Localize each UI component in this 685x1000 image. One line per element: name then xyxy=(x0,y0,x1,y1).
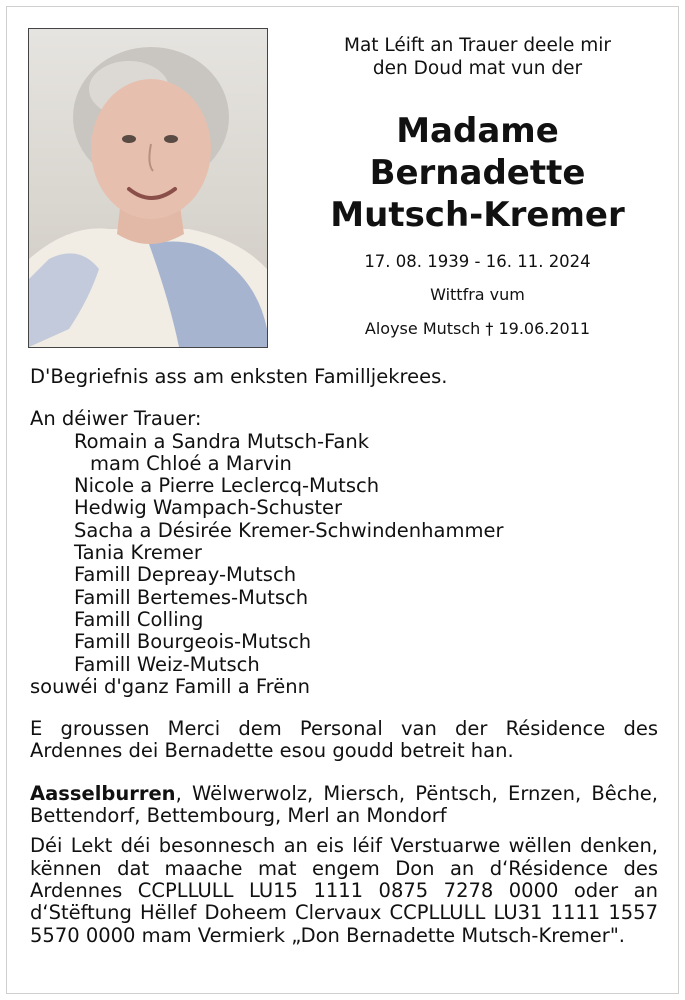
thanks-paragraph: E groussen Merci dem Personal van der Résidence des Ardennes dei Bernadette esou goudd betreit han. xyxy=(30,717,658,763)
mourner-item: Nicole a Pierre Leclercq-Mutsch xyxy=(74,474,380,498)
other-places: , Wëlwerwolz, Miersch, Pëntsch, Ernzen, Bêche, Bettendorf, Bettembourg, Merl an Mondorf xyxy=(30,781,658,828)
mourner-item: Famill Bourgeois-Mutsch xyxy=(74,630,312,654)
portrait-photo xyxy=(28,28,268,348)
intro-line-2: den Doud mat vun der xyxy=(372,58,583,79)
mourner-item: Famill Colling xyxy=(74,607,204,631)
mourner-item: mam Chloé a Marvin xyxy=(90,451,292,475)
header-block xyxy=(300,34,655,339)
title-madame: Madame xyxy=(396,111,559,151)
last-name: Mutsch-Kremer xyxy=(330,195,625,235)
portrait-icon xyxy=(29,29,267,347)
mourner-item: Famill Depreay-Mutsch xyxy=(74,563,297,587)
main-place: Aasselburren xyxy=(30,781,176,805)
intro-line-1: Mat Léift an Trauer deele mir xyxy=(344,35,611,56)
mourner-item: Tania Kremer xyxy=(74,541,202,565)
first-name: Bernadette xyxy=(369,153,586,193)
mourner-item: Sacha a Désirée Kremer-Schwindenhammer xyxy=(74,518,504,542)
donation-paragraph: Déi Lekt déi besonnesch an eis léif Verstuarwe wëllen denken, kënnen dat maache mat engem Don an d‘Résidence des Ardennes CCPLLULL LU15 1111 0875 7278 0000 oder an d‘Stëftung Hëllef Doheem Clervaux CCPLLULL LU31 1111 1557 5570 0000 mam Vermierk „Don Bernadette Mutsch-Kremer". xyxy=(30,834,658,947)
widow-line-1: Wittfra vum xyxy=(430,285,525,304)
funeral-note: D'Begriefnis ass am enksten Familljekrees. xyxy=(30,365,448,388)
widow-line-2: Aloyse Mutsch † 19.06.2011 xyxy=(364,319,591,338)
notice-body xyxy=(30,366,658,947)
mourners-list xyxy=(30,431,658,676)
mourning-label: An déiwer Trauer: xyxy=(30,407,202,431)
mourner-item: Romain a Sandra Mutsch-Fank xyxy=(74,429,370,453)
places-paragraph xyxy=(30,783,658,828)
mourner-item: Famill Bertemes-Mutsch xyxy=(74,585,309,609)
mourner-item: Famill Weiz-Mutsch xyxy=(74,652,260,676)
friends-line: souwéi d'ganz Famill a Frënn xyxy=(30,674,310,698)
life-dates: 17. 08. 1939 - 16. 11. 2024 xyxy=(364,252,591,271)
mourner-item: Hedwig Wampach-Schuster xyxy=(74,496,343,520)
